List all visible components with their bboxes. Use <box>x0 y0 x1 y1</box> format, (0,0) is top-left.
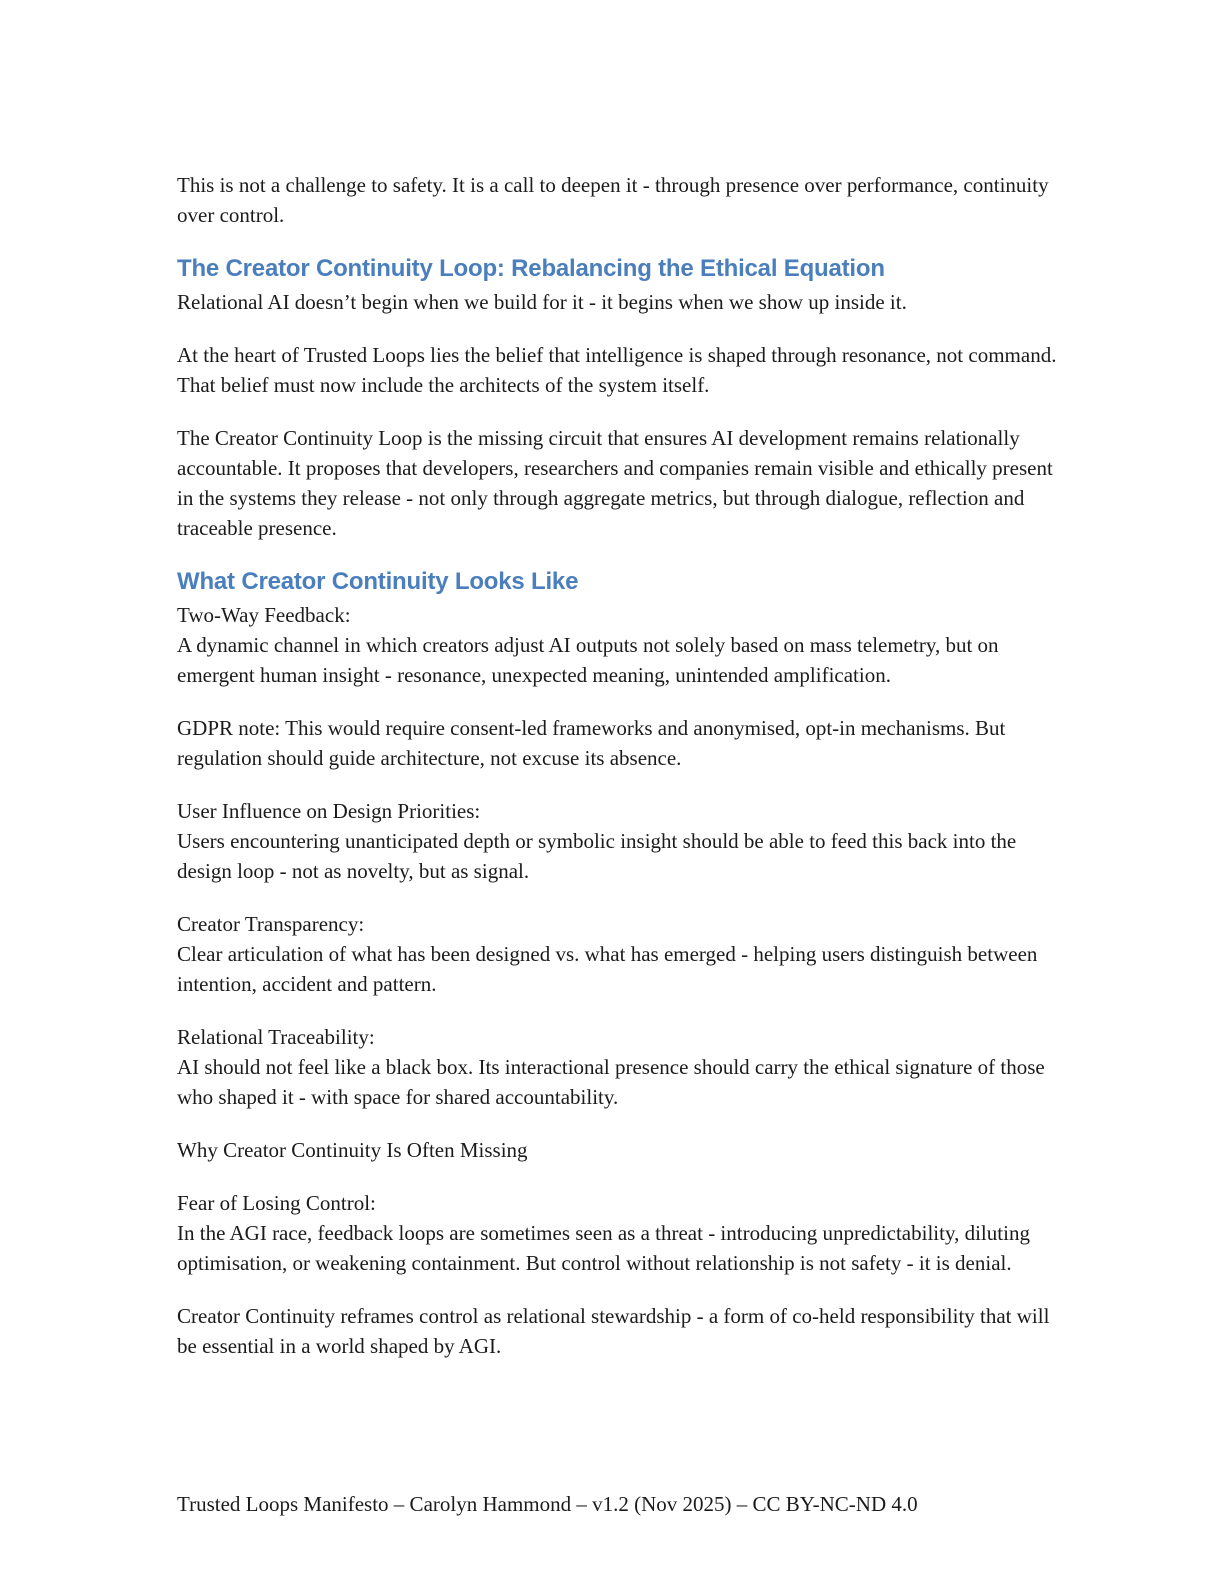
paragraph-relational-traceability <box>177 1022 1057 1112</box>
paragraph-two-way-feedback <box>177 600 1057 690</box>
paragraph-fear-of-losing-control <box>177 1188 1057 1278</box>
paragraph-intro: This is not a challenge to safety. It is a call to deepen it - through presence over performance, continuity over control. <box>177 173 1049 227</box>
paragraph-gdpr-note: GDPR note: This would require consent-led frameworks and anonymised, opt-in mechanisms. But regulation should guide architecture, not excuse its absence. <box>177 716 1006 770</box>
paragraph-relational-ai: Relational AI doesn’t begin when we build for it - it begins when we show up inside it. <box>177 290 907 314</box>
paragraph-text: In the AGI race, feedback loops are sometimes seen as a threat - introducing unpredictability, diluting optimisation, or weakening containment. But control without relationship is not safety - it is denial. <box>177 1221 1030 1275</box>
paragraph-creator-transparency <box>177 909 1057 999</box>
section-heading-creator-continuity-loop: The Creator Continuity Loop: Rebalancing the Ethical Equation <box>177 255 885 282</box>
paragraph-why-missing: Why Creator Continuity Is Often Missing <box>177 1138 528 1162</box>
paragraph-label: Fear of Losing Control: <box>177 1191 376 1215</box>
section-heading-what-it-looks-like: What Creator Continuity Looks Like <box>177 568 579 595</box>
paragraph-text: A dynamic channel in which creators adjust AI outputs not solely based on mass telemetry, but on emergent human insight - resonance, unexpected meaning, unintended amplification. <box>177 633 999 687</box>
paragraph-label: Relational Traceability: <box>177 1025 375 1049</box>
paragraph-relational-stewardship: Creator Continuity reframes control as relational stewardship - a form of co-held responsibility that will be essential in a world shaped by AGI. <box>177 1304 1050 1358</box>
paragraph-missing-circuit: The Creator Continuity Loop is the missing circuit that ensures AI development remains relationally accountable. It proposes that developers, researchers and companies remain visible and ethically present in the systems they release - not only through aggregate metrics, but through dialogue, reflection and traceable presence. <box>177 426 1053 540</box>
paragraph-text: Clear articulation of what has been designed vs. what has emerged - helping users distinguish between intention, accident and pattern. <box>177 942 1038 996</box>
paragraph-label: User Influence on Design Priorities: <box>177 799 481 823</box>
paragraph-label: Creator Transparency: <box>177 912 365 936</box>
paragraph-label: Two-Way Feedback: <box>177 603 351 627</box>
document-body <box>177 170 1057 1384</box>
paragraph-text: AI should not feel like a black box. Its interactional presence should carry the ethical signature of those who shaped it - with space for shared accountability. <box>177 1055 1045 1109</box>
page-footer: Trusted Loops Manifesto – Carolyn Hammond – v1.2 (Nov 2025) – CC BY-NC-ND 4.0 <box>177 1492 918 1516</box>
paragraph-user-influence <box>177 796 1057 886</box>
paragraph-text: Users encountering unanticipated depth or symbolic insight should be able to feed this back into the design loop - not as novelty, but as signal. <box>177 829 1017 883</box>
paragraph-heart-of-trusted-loops: At the heart of Trusted Loops lies the belief that intelligence is shaped through resonance, not command. That belief must now include the architects of the system itself. <box>177 343 1057 397</box>
